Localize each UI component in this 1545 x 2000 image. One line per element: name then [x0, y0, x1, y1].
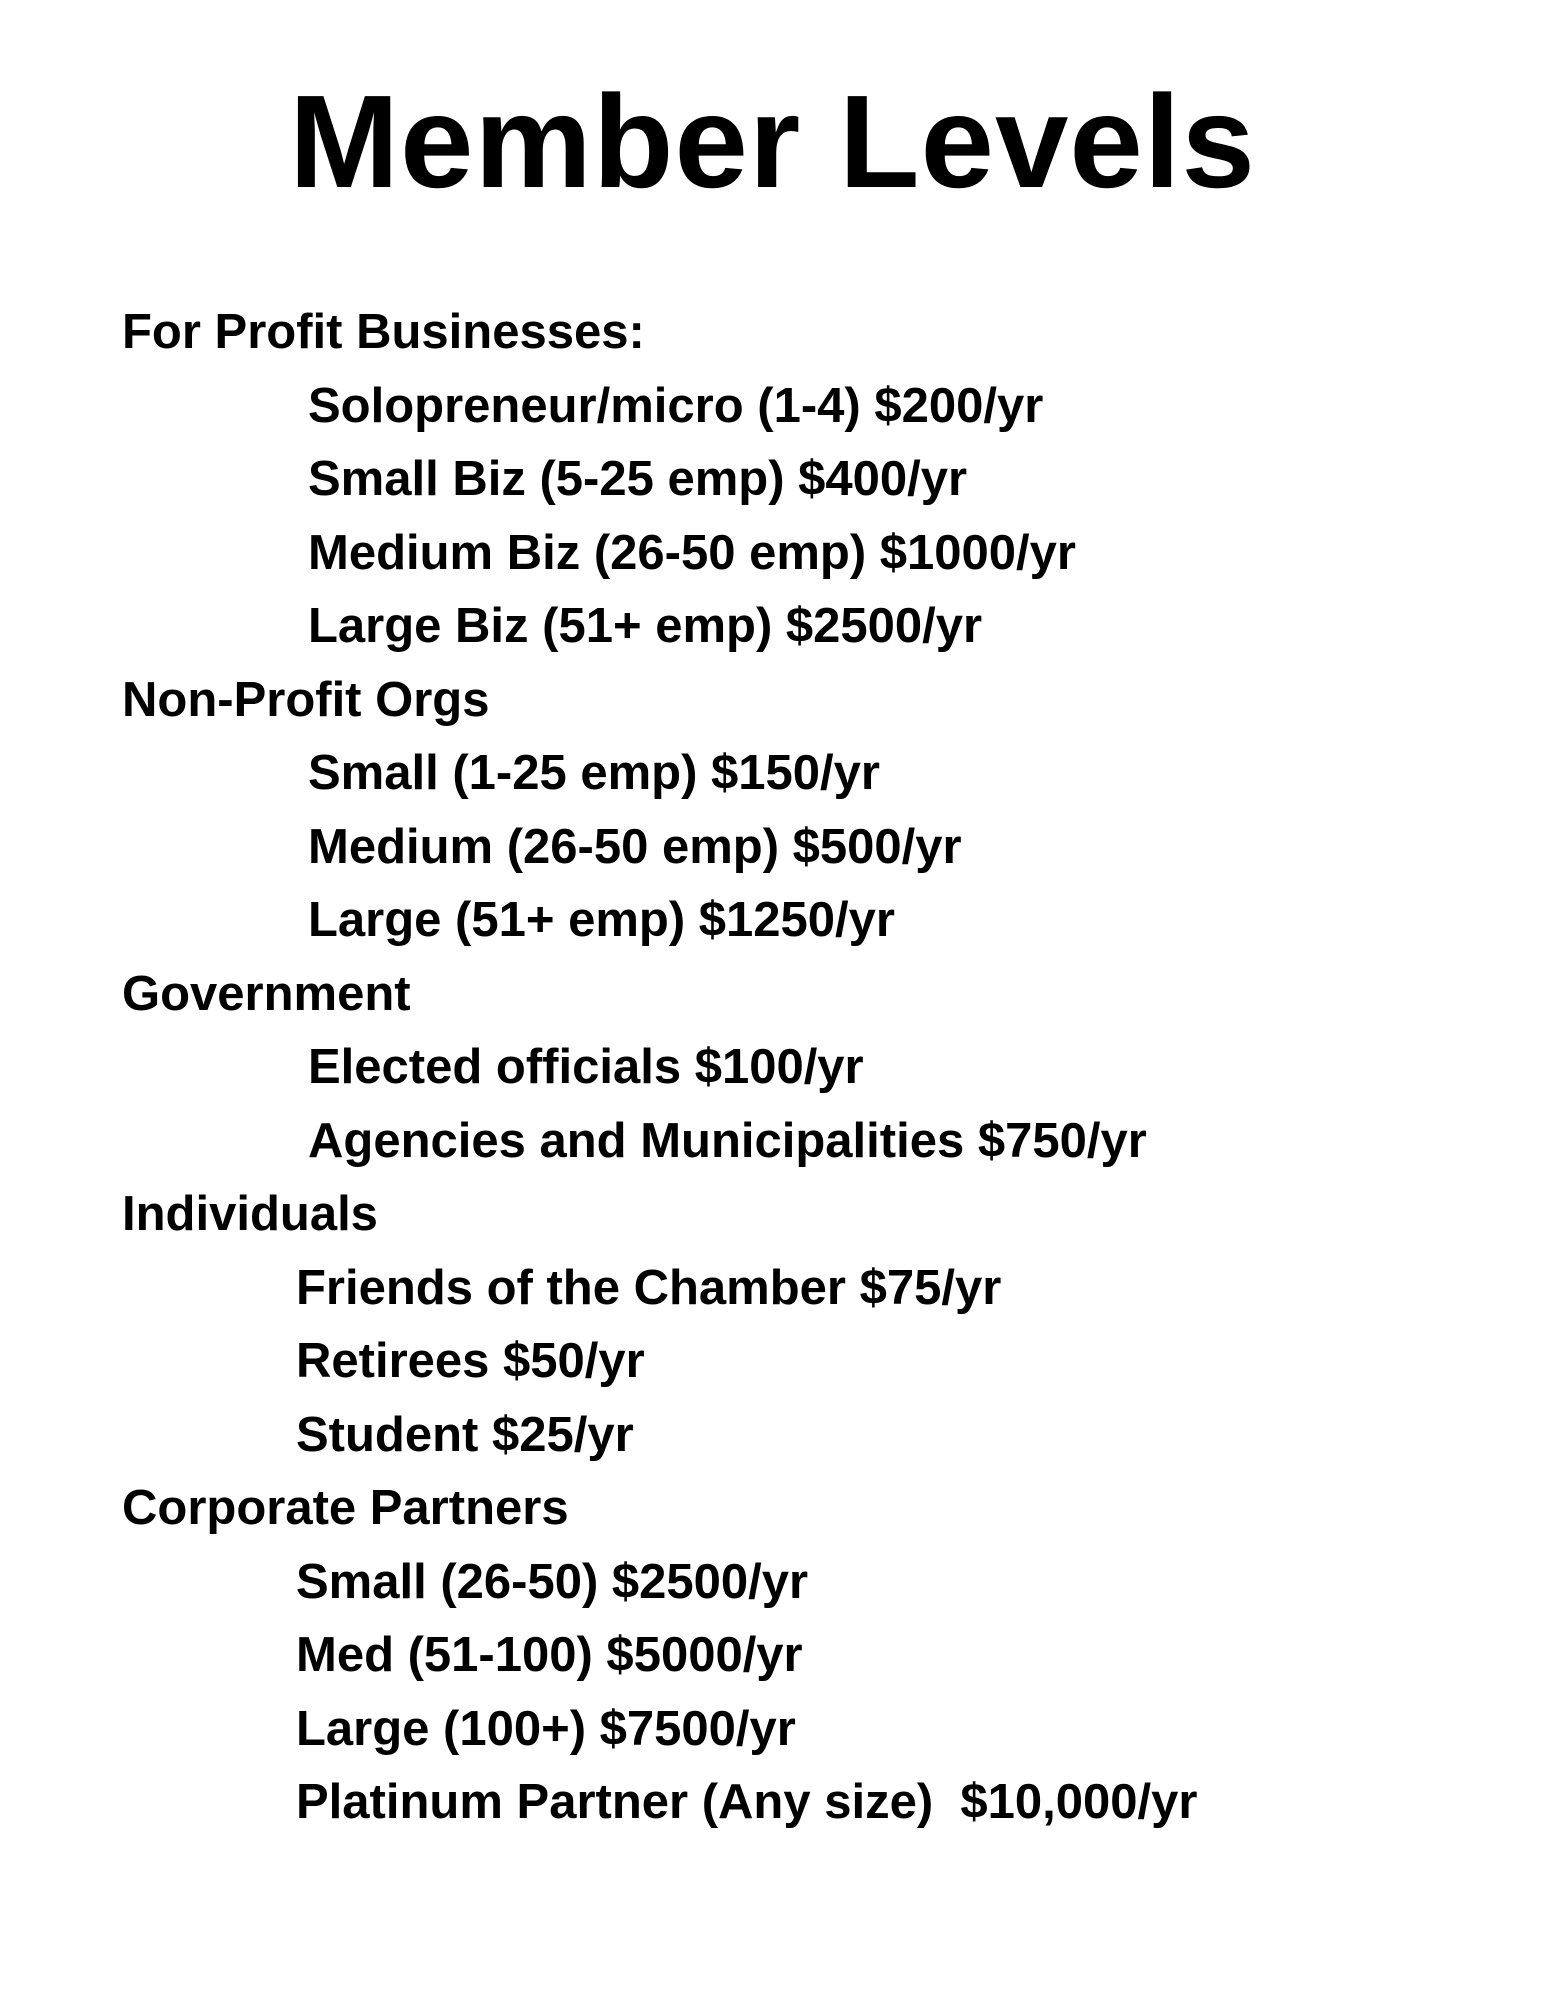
member-levels-list: [122, 296, 1502, 1840]
list-item: Large (100+) $7500/yr: [296, 1701, 796, 1756]
list-item: Large Biz (51+ emp) $2500/yr: [308, 599, 983, 653]
list-item: Large (51+ emp) $1250/yr: [308, 893, 895, 947]
list-item: Small (26-50) $2500/yr: [296, 1554, 809, 1609]
page-title: Member Levels: [289, 68, 1256, 215]
section-heading: Individuals: [122, 1187, 378, 1241]
list-item: Platinum Partner (Any size) $10,000/yr: [296, 1775, 1198, 1829]
list-item: Student $25/yr: [296, 1407, 634, 1462]
section-for-profit: [122, 296, 1502, 664]
list-item: Solopreneur/micro (1-4) $200/yr: [308, 378, 1044, 433]
list-item: Med (51-100) $5000/yr: [296, 1628, 803, 1682]
section-heading: Government: [122, 966, 411, 1021]
list-item: Medium (26-50 emp) $500/yr: [308, 819, 962, 874]
list-item: Elected officials $100/yr: [308, 1040, 864, 1094]
section-corporate-partners: [122, 1472, 1502, 1840]
section-individuals: [122, 1178, 1502, 1472]
section-heading: For Profit Businesses:: [122, 305, 645, 359]
list-item: Small (1-25 emp) $150/yr: [308, 746, 880, 800]
list-item: Friends of the Chamber $75/yr: [296, 1260, 1002, 1315]
list-item: Retirees $50/yr: [296, 1334, 645, 1388]
section-heading: Non-Profit Orgs: [122, 672, 490, 727]
list-item: Agencies and Municipalities $750/yr: [308, 1113, 1147, 1168]
section-government: [122, 958, 1502, 1179]
list-item: Small Biz (5-25 emp) $400/yr: [308, 452, 968, 506]
section-non-profit: [122, 664, 1502, 958]
list-item: Medium Biz (26-50 emp) $1000/yr: [308, 525, 1076, 580]
section-heading: Corporate Partners: [122, 1481, 569, 1535]
